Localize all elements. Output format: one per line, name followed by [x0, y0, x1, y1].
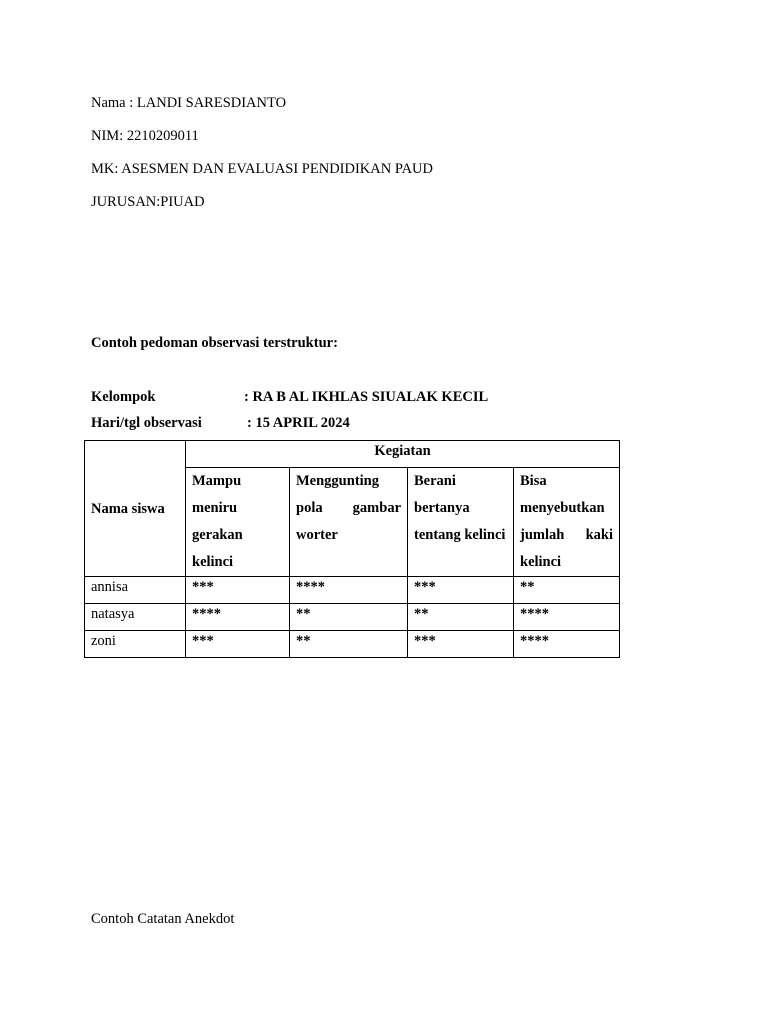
score-cell: **	[290, 631, 408, 658]
score-cell: ***	[186, 631, 290, 658]
activity-group-header: Kegiatan	[186, 441, 620, 468]
group-value: : RA B AL IKHLAS SIUALAK KECIL	[244, 389, 489, 405]
student-cell: annisa	[85, 577, 186, 604]
date-value: : 15 APRIL 2024	[247, 415, 350, 431]
date-label: Hari/tgl observasi	[91, 415, 202, 431]
score-cell: **	[290, 604, 408, 631]
score-cell: ***	[408, 577, 514, 604]
score-cell: **	[514, 577, 620, 604]
group-label: Kelompok	[91, 389, 156, 405]
table-row	[85, 577, 620, 604]
score-cell: ***	[186, 577, 290, 604]
table-row	[85, 604, 620, 631]
score-cell: ****	[290, 577, 408, 604]
score-cell: ****	[514, 631, 620, 658]
activity-header: Mampu meniru gerakan kelinci	[186, 468, 290, 577]
course-name: MK: ASESMEN DAN EVALUASI PENDIDIKAN PAUD	[91, 161, 433, 177]
student-cell: zoni	[85, 631, 186, 658]
date-line	[91, 414, 350, 432]
table-row	[85, 631, 620, 658]
name-column-header: Nama siswa	[85, 441, 186, 577]
observation-table	[84, 440, 620, 658]
student-cell: natasya	[85, 604, 186, 631]
student-name: Nama : LANDI SARESDIANTO	[91, 95, 287, 111]
activity-header: Berani bertanya tentang kelinci	[408, 468, 514, 577]
score-cell: ***	[408, 631, 514, 658]
score-cell: ****	[186, 604, 290, 631]
group-line	[91, 388, 488, 406]
score-cell: ****	[514, 604, 620, 631]
anecdote-heading: Contoh Catatan Anekdot	[91, 911, 235, 927]
activity-header: Menggunting pola gambar worter	[290, 468, 408, 577]
activity-header: Bisa menyebutkan jumlah kaki kelinci	[514, 468, 620, 577]
score-cell: **	[408, 604, 514, 631]
section-title: Contoh pedoman observasi terstruktur:	[91, 335, 338, 351]
student-nim: NIM: 2210209011	[91, 128, 199, 144]
department: JURUSAN:PIUAD	[91, 194, 205, 210]
